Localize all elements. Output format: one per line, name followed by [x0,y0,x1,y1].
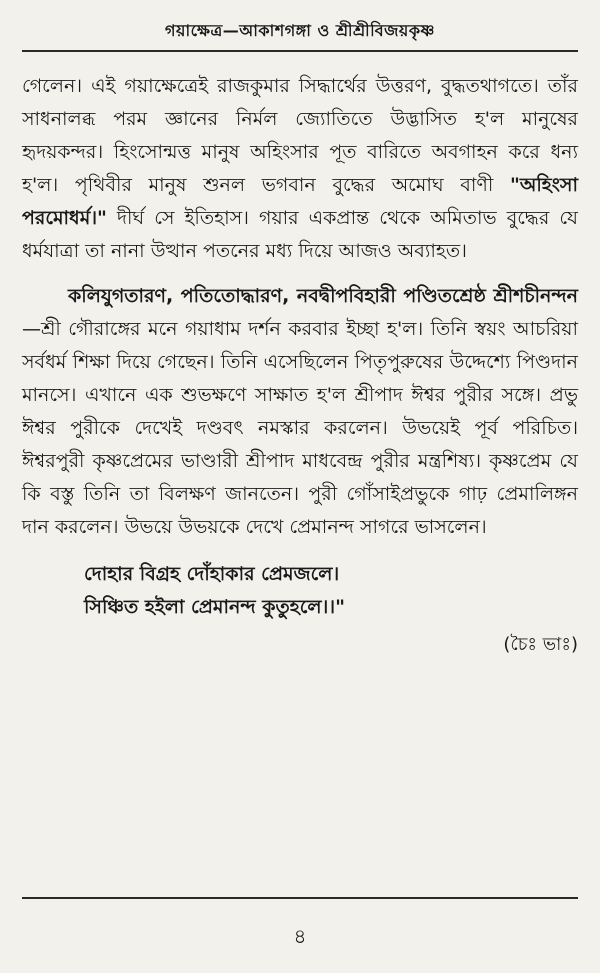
header-rule [22,50,578,52]
paragraph-1-quote: "অহিংসা পরমোধর্ম।" [22,174,578,229]
verse-line-1: দোহার বিগ্রহ দোঁহাকার প্রেমজলে। [84,563,340,585]
verse-line-2: সিঞ্চিত হইলা প্রেমানন্দ কুতুহলে।।" [84,596,346,618]
paragraph-2 [22,280,578,544]
footer-rule [22,897,578,899]
paragraph-2-epithets: কলিযুগতারণ, পতিতোদ্ধারণ, নবদ্বীপবিহারী পণ্ডিতশ্রেষ্ঠ শ্রীশচীনন্দন [68,285,578,307]
page-number: ৪ [293,924,307,948]
verse-quote [22,558,578,624]
running-header: গয়াক্ষেত্র—আকাশগঙ্গা ও শ্রীশ্রীবিজয়কৃষ্ণ [165,21,435,40]
paragraph-1-text-end: দীর্ঘ সে ইতিহাস। গয়ার একপ্রান্ত থেকে অমিতাভ বুদ্ধের যে ধর্মযাত্রা তা নানা উত্থান পতনের মধ্য দিয়ে আজও অব্যাহত। [22,207,578,262]
paragraph-1-text: গেলেন। এই গয়াক্ষেত্রেই রাজকুমার সিদ্ধার্থের উত্তরণ, বুদ্ধতথাগতে। তাঁর সাধনালব্ধ পরম জ্ঞানের নির্মল জ্যোতিতে উদ্ভাসিত হ'ল মানুষের হৃদয়কন্দর। হিংসোন্মত্ত মানুষ অহিংসার পূত বারিতে অবগাহন করে ধন্য হ'ল। পৃথিবীর মানুষ শুনল ভগবান বুদ্ধের অমোঘ বাণী [22,75,578,196]
verse-citation: (চৈঃ ভাঃ) [503,634,578,655]
paragraph-1 [22,70,578,268]
page-body [22,70,578,661]
paragraph-2-text: —শ্রী গৌরাঙ্গের মনে গয়াধাম দর্শন করবার ইচ্ছা হ'ল। তিনি স্বয়ং আচরিয়া সর্বধর্ম শিক্ষা দিয়ে গেছেন। তিনি এসেছিলেন পিতৃপুরুষের উদ্দেশ্যে পিণ্ডদান মানসে। এখানে এক শুভক্ষণে সাক্ষাত হ'ল শ্রীপাদ ঈশ্বর পুরীর সঙ্গে। প্রভু ঈশ্বর পুরীকে দেখেই দণ্ডবৎ নমস্কার করলেন। উভয়েই পূর্ব পরিচিত। ঈশ্বরপুরী কৃষ্ণপ্রেমের ভাণ্ডারী শ্রীপাদ মাধবেন্দ্র পুরীর মন্ত্রশিষ্য। কৃষ্ণপ্রেম যে কি বস্তু তিনি তা বিলক্ষণ জানতেন। পুরী গোঁসাইপ্রভুকে গাঢ় প্রেমালিঙ্গন দান করলেন। উভয়ে উভয়কে দেখে প্রেমানন্দ সাগরে ভাসলেন। [22,318,578,538]
